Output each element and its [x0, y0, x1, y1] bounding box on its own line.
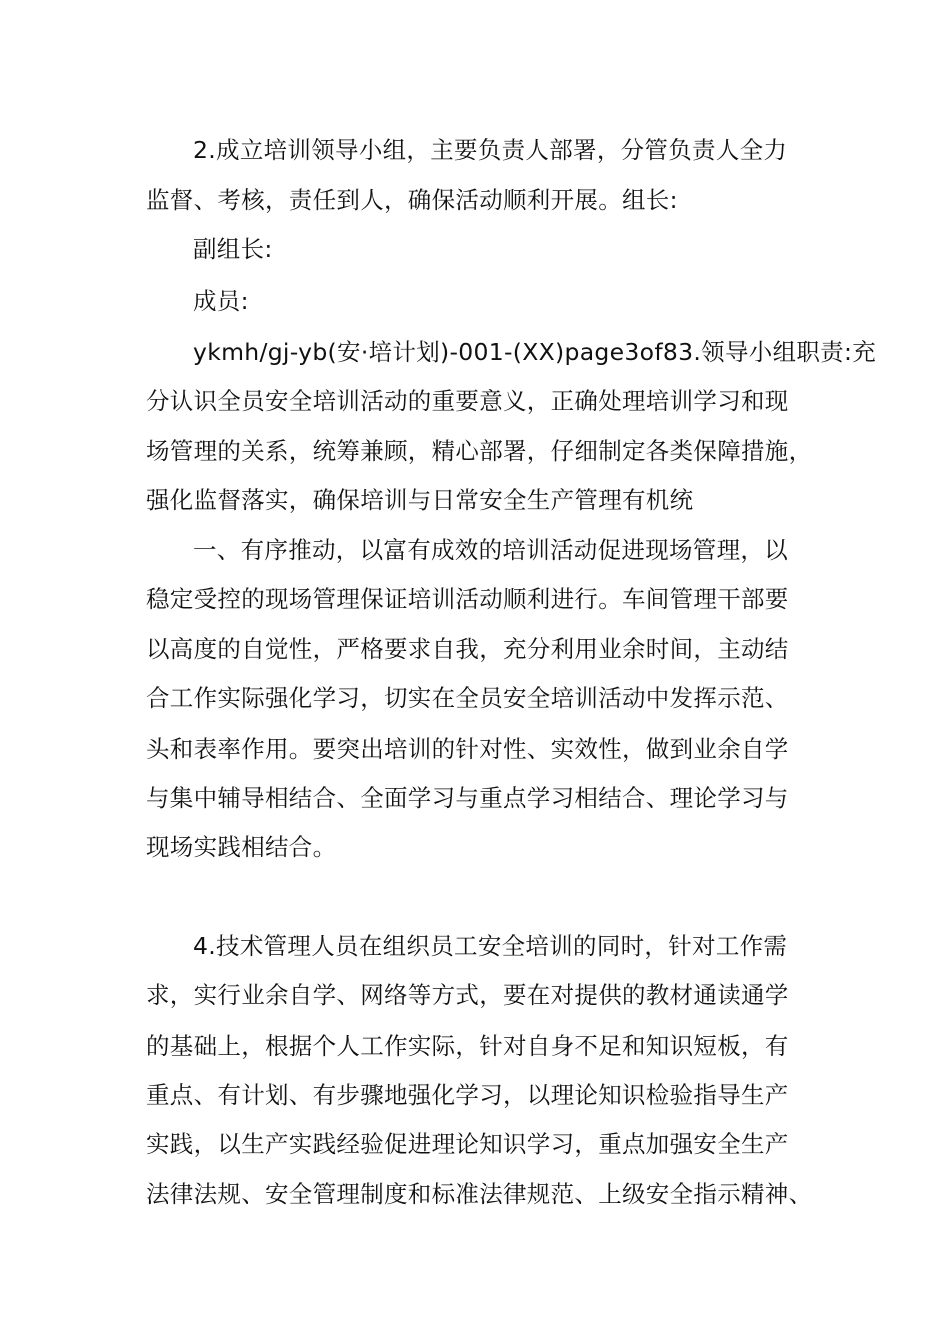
text-line: 强化监督落实，确保培训与日常安全生产管理有机统 — [146, 486, 694, 514]
text-line: 求，实行业余自学、网络等方式，要在对提供的教材通读通学 — [146, 981, 789, 1009]
text-line: 头和表率作用。要突出培训的针对性、实效性，做到业余自学 — [146, 735, 789, 763]
text-line: 一、有序推动，以富有成效的培训活动促进现场管理，以 — [193, 536, 788, 564]
text-line: 场管理的关系，统筹兼顾，精心部署，仔细制定各类保障措施， — [146, 437, 813, 465]
text-line: ykmh/gj-yb(安·培计划)-001-(XX)page3of83.领导小组职责:充 — [193, 338, 876, 366]
text-line: 以高度的自觉性，严格要求自我，充分利用业余时间，主动结 — [146, 635, 789, 663]
text-line: 法律法规、安全管理制度和标准法律规范、上级安全指示精神、 — [146, 1180, 813, 1208]
text-line: 4.技术管理人员在组织员工安全培训的同时，针对工作需 — [193, 932, 788, 960]
text-line: 与集中辅导相结合、全面学习与重点学习相结合、理论学习与 — [146, 784, 789, 812]
text-line: 现场实践相结合。 — [146, 833, 337, 861]
text-line: 合工作实际强化学习，切实在全员安全培训活动中发挥示范、 — [146, 684, 789, 712]
text-line: 2.成立培训领导小组，主要负责人部署，分管负责人全力 — [193, 136, 788, 164]
text-line: 重点、有计划、有步骤地强化学习，以理论知识检验指导生产 — [146, 1081, 789, 1109]
text-line: 的基础上，根据个人工作实际，针对自身不足和知识短板，有 — [146, 1032, 789, 1060]
text-line: 成员: — [193, 287, 249, 315]
text-line: 副组长: — [193, 235, 273, 263]
text-line: 监督、考核，责任到人，确保活动顺利开展。组长: — [146, 186, 678, 214]
text-line: 分认识全员安全培训活动的重要意义，正确处理培训学习和现 — [146, 387, 789, 415]
text-line: 稳定受控的现场管理保证培训活动顺利进行。车间管理干部要 — [146, 585, 789, 613]
text-line: 实践，以生产实践经验促进理论知识学习，重点加强安全生产 — [146, 1130, 789, 1158]
